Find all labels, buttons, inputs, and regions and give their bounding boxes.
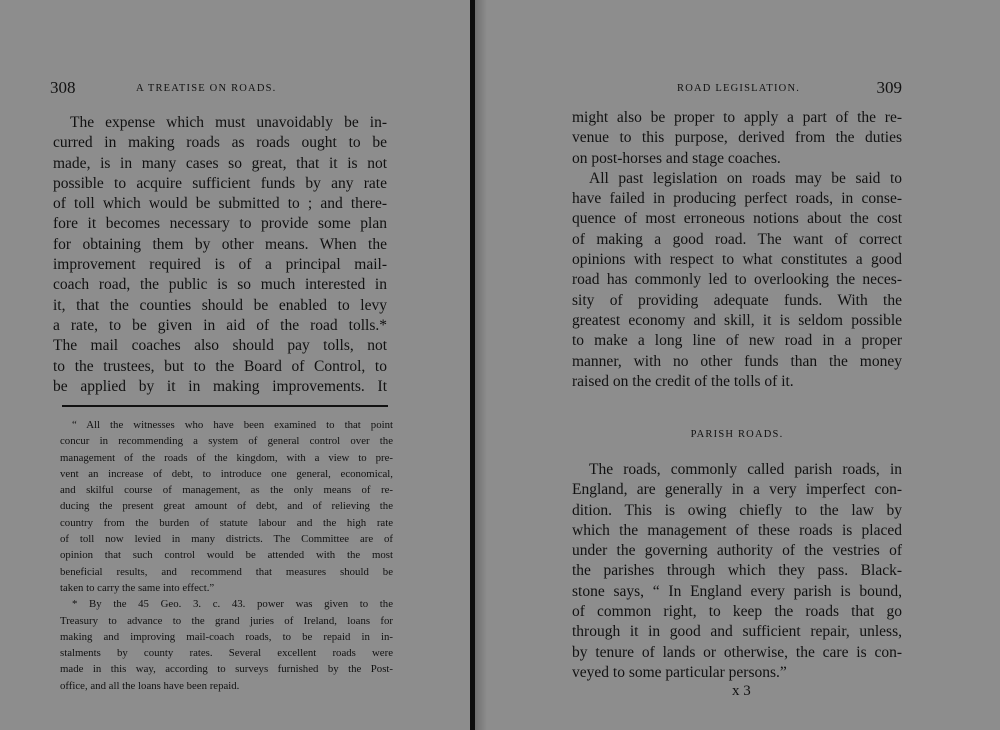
body-line: dition. This is owing chiefly to the law by: [572, 501, 902, 519]
body-line: to make a long line of new road in a proper: [572, 332, 902, 350]
footnote-line: and skilful course of management, as the only means of re-: [60, 484, 393, 497]
section-title: PARISH ROADS.: [690, 429, 784, 440]
body-line: of making a good road. The want of correct: [572, 230, 902, 248]
left-page-header: [50, 76, 390, 100]
body-line: raised on the credit of the tolls of it.: [572, 372, 794, 390]
footnote-line: beneficial results, and recommend that measures should be: [60, 565, 393, 578]
body-line: opinions with respect to what constitutes a good: [572, 251, 902, 269]
body-line: The roads, commonly called parish roads, in: [589, 461, 902, 478]
body-line: of toll which would be submitted to ; and there-: [53, 195, 387, 213]
body-line: greatest economy and skill, it is seldom possible: [572, 311, 902, 329]
body-line: might also be proper to apply a part of the re-: [572, 109, 902, 126]
left-body-text: [53, 113, 387, 397]
body-line: improvement required is of a principal mail-: [53, 256, 387, 274]
body-line: quence of most erroneous notions about the cost: [572, 210, 902, 228]
body-line: sity of providing adequate funds. With the: [572, 291, 902, 309]
body-line: under the governing authority of the vestries of: [572, 542, 902, 560]
body-line: a rate, to be given in aid of the road tolls.*: [53, 316, 387, 334]
footnote-line: making and improving mail-coach roads, to be repaid in in-: [60, 630, 393, 643]
body-line: road has commonly led to overlooking the neces-: [572, 271, 902, 289]
body-line: by tenure of lands or otherwise, the care is con-: [572, 643, 902, 661]
body-line: be applied by it in making improvements. It: [53, 377, 387, 395]
body-line: The mail coaches also should pay tolls, not: [53, 337, 387, 355]
body-line: fore it becomes necessary to provide some plan: [53, 215, 387, 233]
footnote-line: “ All the witnesses who have been examined to that point: [72, 419, 393, 431]
footnote-line: country from the burden of statute labour and the high rate: [60, 516, 393, 529]
footnote-line: vent an increase of debt, to introduce one general, economical,: [60, 467, 393, 480]
body-line: have failed in producing perfect roads, in conse-: [572, 190, 902, 208]
footnote-line: of toll now levied in many districts. The Committee are of: [60, 533, 393, 546]
gutter-shadow: [475, 0, 487, 730]
footnote-line: stalments by county rates. Several excellent roads were: [60, 647, 393, 660]
body-line: All past legislation on roads may be said to: [589, 169, 902, 187]
footnote-line: made in this way, according to surveys furnished by the Post-: [60, 663, 393, 676]
footnote-rule: [62, 405, 388, 407]
body-line: England, are generally in a very imperfect con-: [572, 481, 902, 499]
body-line: venue to this purpose, derived from the duties: [572, 129, 902, 147]
footnote-line: taken to carry the same into effect.”: [60, 581, 215, 594]
body-line: on post-horses and stage coaches.: [572, 149, 781, 167]
body-line: it, that the counties should be enabled to levy: [53, 296, 387, 314]
body-line: manner, with no other funds than the money: [572, 352, 902, 370]
footnotes: [60, 417, 393, 694]
body-line: which the management of these roads is placed: [572, 521, 902, 539]
footnote-line: * By the 45 Geo. 3. c. 43. power was given to the: [72, 598, 393, 611]
body-line: coach road, the public is so much interested in: [53, 276, 387, 294]
body-line: veyed to some particular persons.”: [572, 663, 787, 681]
page-number-right: 309: [876, 78, 902, 97]
running-head-right: ROAD LEGISLATION.: [677, 83, 801, 94]
footnote-line: opinion that such control would be attended with the most: [60, 549, 393, 562]
footnote-line: concur in recommending a system of general control over the: [60, 435, 393, 448]
body-line: possible to acquire sufficient funds by any rate: [53, 174, 387, 192]
body-line: stone says, “ In England every parish is bound,: [572, 582, 902, 600]
page-number-left: 308: [50, 78, 76, 97]
body-line: curred in making roads as roads ought to be: [53, 134, 387, 152]
body-line: The expense which must unavoidably be in-: [70, 114, 387, 131]
footnote-line: management of the roads of the kingdom, with a view to pre-: [60, 451, 393, 464]
body-line: made, is in many cases so great, that it is not: [53, 154, 387, 172]
body-line: through it in good and sufficient repair, unless,: [572, 623, 902, 641]
footnote-line: office, and all the loans have been repaid.: [60, 679, 240, 692]
body-line: to the trustees, but to the Board of Control, to: [53, 357, 387, 375]
right-body-text-1: [572, 108, 902, 392]
running-head-left: A TREATISE ON ROADS.: [136, 83, 277, 94]
right-page: [487, 0, 1000, 730]
body-line: the parishes through which they pass. Black-: [572, 562, 902, 580]
right-body-text-2: [572, 460, 902, 683]
footnote-line: ducing the present great amount of debt, and of relieving the: [60, 500, 393, 513]
signature-mark: x 3: [732, 683, 751, 699]
body-line: of common right, to keep the roads that go: [572, 603, 902, 621]
body-line: for obtaining them by other means. When the: [53, 235, 387, 253]
footnote-line: Treasury to advance to the grand juries of Ireland, loans for: [60, 614, 393, 627]
right-page-header: [572, 76, 902, 100]
left-page: [0, 0, 470, 730]
